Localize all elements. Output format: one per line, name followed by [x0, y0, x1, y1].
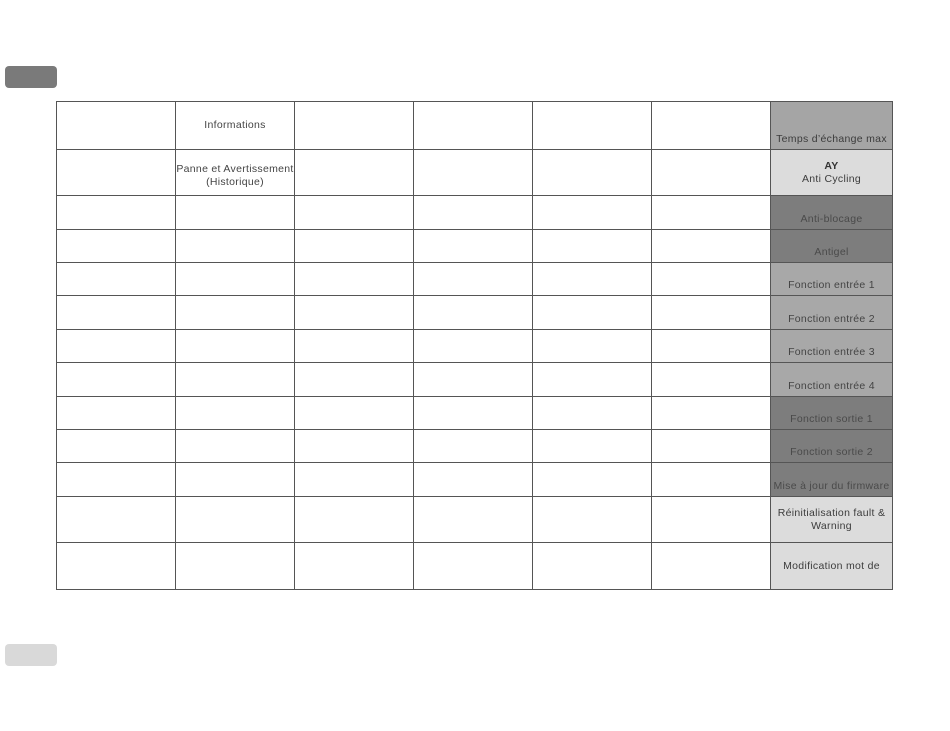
table-cell [533, 497, 652, 543]
table-cell [533, 196, 652, 230]
table-cell [176, 196, 295, 230]
menu-item-reset-fault [771, 497, 893, 543]
table-cell [57, 463, 176, 497]
table-cell [295, 463, 414, 497]
table-cell [533, 463, 652, 497]
table-cell [652, 150, 771, 196]
table-cell [57, 397, 176, 430]
table-row [57, 543, 893, 590]
menu-item-anti-cycling [771, 150, 893, 196]
parameter-table [56, 101, 893, 590]
table-cell [57, 330, 176, 363]
table-cell [295, 102, 414, 150]
table-cell [652, 543, 771, 590]
table-cell [295, 150, 414, 196]
table-cell [414, 543, 533, 590]
table-cell [414, 497, 533, 543]
table-cell [57, 430, 176, 463]
table-row [57, 196, 893, 230]
menu-item-label: Anti Cycling [801, 172, 862, 185]
table-row [57, 102, 893, 150]
table-cell [414, 397, 533, 430]
table-cell [176, 543, 295, 590]
menu-item-label: Réinitialisation fault & Warning [777, 506, 886, 532]
table-cell [652, 330, 771, 363]
informations-label: Informations [176, 102, 295, 150]
table-cell [176, 363, 295, 397]
table-cell [176, 430, 295, 463]
table-cell [652, 363, 771, 397]
table-cell [533, 263, 652, 296]
table-cell [295, 263, 414, 296]
table-cell [533, 363, 652, 397]
menu-item-antigel [771, 230, 893, 263]
table-cell [57, 102, 176, 150]
panne-line-1: Panne et Avertissement [176, 162, 294, 175]
table-cell [533, 230, 652, 263]
table-cell [652, 397, 771, 430]
table-cell [295, 397, 414, 430]
table-row [57, 150, 893, 196]
table-cell [533, 330, 652, 363]
table-row [57, 296, 893, 330]
table-cell [295, 296, 414, 330]
table-cell [652, 263, 771, 296]
table-cell [176, 330, 295, 363]
menu-item-code: AY [824, 159, 839, 172]
menu-item-label: Anti-blocage [800, 213, 863, 225]
table-cell [533, 430, 652, 463]
menu-item-label: Fonction entrée 3 [788, 346, 875, 358]
panne-line-2: (Historique) [206, 175, 264, 188]
table-cell [57, 196, 176, 230]
menu-item-label: Temps d’échange max [776, 133, 887, 145]
table-cell [414, 150, 533, 196]
table-cell [57, 543, 176, 590]
table-cell [176, 263, 295, 296]
menu-item-label: Antigel [814, 246, 849, 258]
page-tab-marker-top [5, 66, 57, 88]
menu-item-label: Fonction entrée 1 [788, 279, 875, 291]
table-cell [295, 330, 414, 363]
table-cell [533, 543, 652, 590]
menu-item-label: Modification mot de [783, 559, 880, 572]
menu-item-password-change [771, 543, 893, 590]
table-cell [414, 263, 533, 296]
menu-item-fonction-sortie-1 [771, 397, 893, 430]
menu-item-label: Fonction sortie 2 [790, 446, 873, 458]
menu-item-label: Fonction entrée 2 [788, 313, 875, 325]
table-cell [295, 196, 414, 230]
table-row [57, 397, 893, 430]
table-cell [295, 543, 414, 590]
table-cell [176, 497, 295, 543]
table-cell [57, 296, 176, 330]
table-row [57, 463, 893, 497]
menu-item-fonction-entree-3 [771, 330, 893, 363]
page-tab-marker-bottom [5, 644, 57, 666]
table-cell [295, 497, 414, 543]
table-cell [57, 497, 176, 543]
table-row [57, 263, 893, 296]
menu-item-temps-echange [771, 102, 893, 150]
menu-item-label: Fonction sortie 1 [790, 413, 873, 425]
table-row [57, 330, 893, 363]
table-cell [652, 230, 771, 263]
menu-item-label: Mise à jour du firmware [773, 480, 890, 492]
table-cell [176, 397, 295, 430]
table-cell [414, 102, 533, 150]
table-row [57, 497, 893, 543]
table-cell [414, 430, 533, 463]
table-cell [533, 102, 652, 150]
table-cell [295, 230, 414, 263]
table-cell [295, 363, 414, 397]
menu-item-fonction-entree-1 [771, 263, 893, 296]
table-cell [176, 463, 295, 497]
table-cell [57, 363, 176, 397]
table-cell [533, 150, 652, 196]
table-cell [414, 330, 533, 363]
table-row [57, 230, 893, 263]
table-cell [57, 230, 176, 263]
table-cell [652, 463, 771, 497]
menu-item-label: Fonction entrée 4 [788, 380, 875, 392]
table-row [57, 363, 893, 397]
menu-item-fonction-entree-2 [771, 296, 893, 330]
table-cell [652, 196, 771, 230]
table-row [57, 430, 893, 463]
table-cell [57, 263, 176, 296]
table-cell [414, 230, 533, 263]
table-cell [295, 430, 414, 463]
table-cell [652, 102, 771, 150]
table-cell [176, 230, 295, 263]
menu-item-anti-blocage [771, 196, 893, 230]
table-cell [57, 150, 176, 196]
table-cell [652, 430, 771, 463]
table-cell [533, 296, 652, 330]
table-cell [652, 497, 771, 543]
menu-item-firmware-update [771, 463, 893, 497]
panne-avertissement-label [176, 150, 295, 196]
table-cell [533, 397, 652, 430]
menu-item-fonction-sortie-2 [771, 430, 893, 463]
menu-item-fonction-entree-4 [771, 363, 893, 397]
table-cell [414, 363, 533, 397]
table-cell [414, 296, 533, 330]
table-cell [414, 196, 533, 230]
table-cell [414, 463, 533, 497]
table-cell [176, 296, 295, 330]
table-cell [652, 296, 771, 330]
